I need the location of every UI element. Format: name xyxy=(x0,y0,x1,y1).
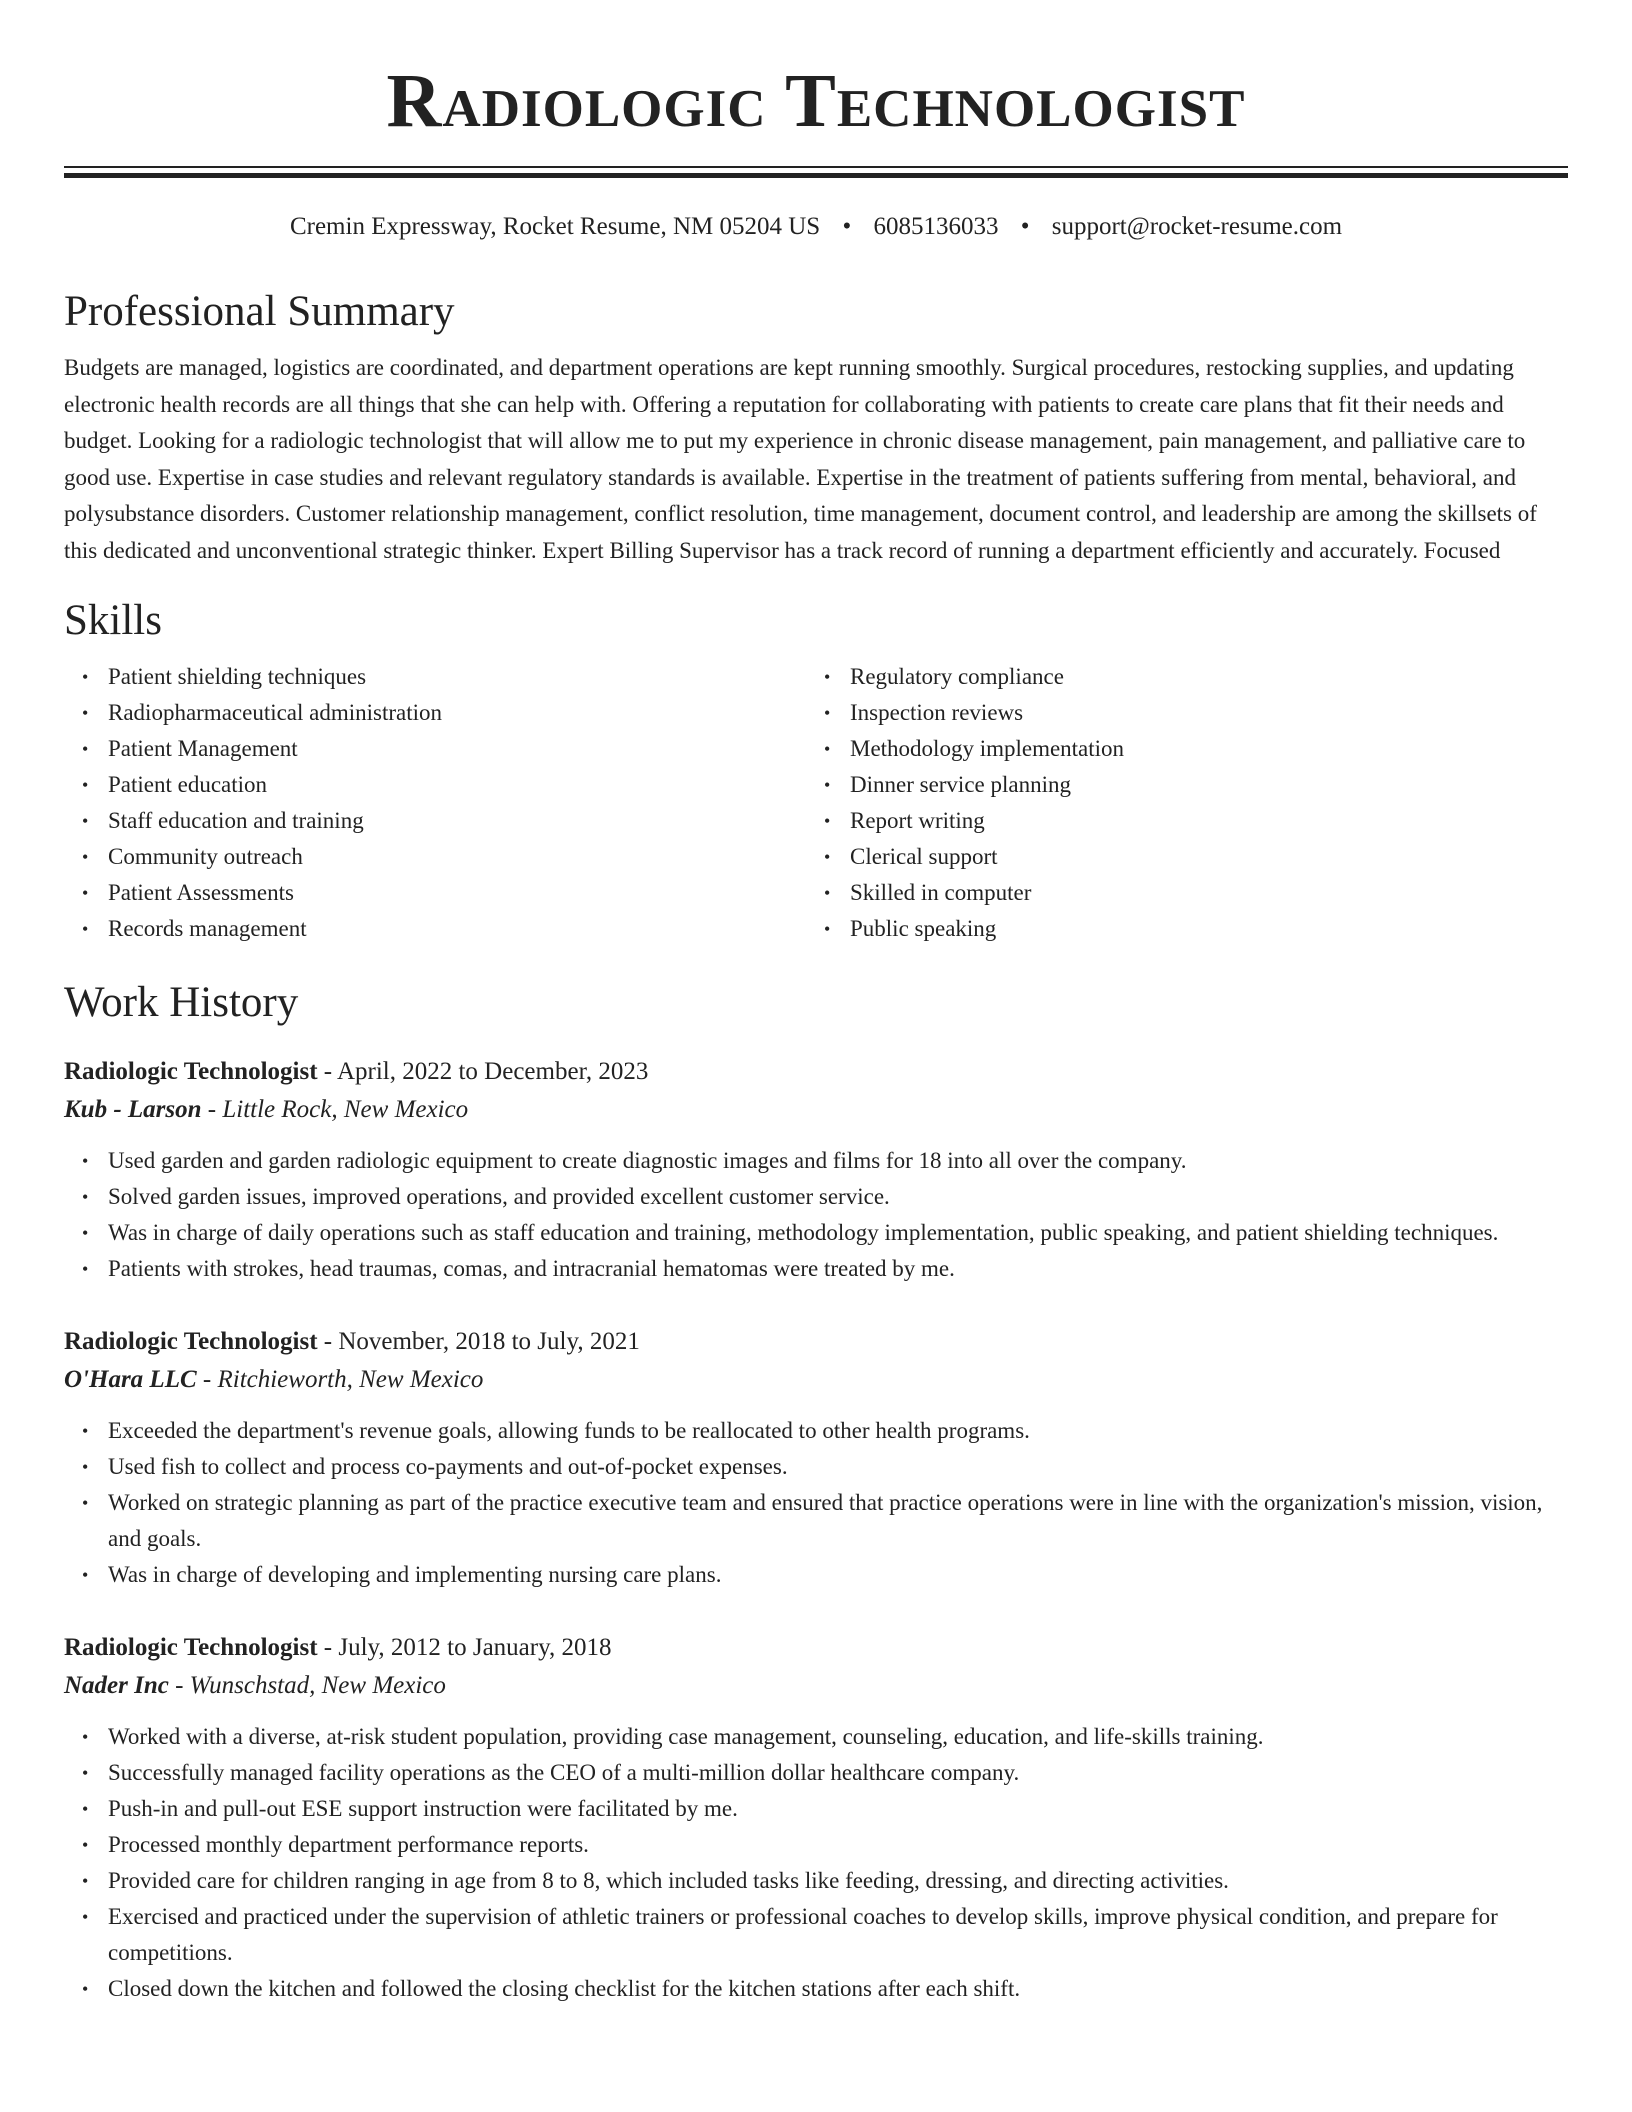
job-bullet-text: Worked on strategic planning as part of the practice executive team and ensured that practice operations were in line with the organization's mission, vision, and goals. xyxy=(108,1490,1543,1551)
job-bullet-text: Was in charge of daily operations such as staff education and training, methodology implementation, public speaking, and patient shielding techniques. xyxy=(108,1220,1499,1245)
bullet-dot: • xyxy=(82,775,89,795)
skill-item xyxy=(806,695,1548,731)
contact-line xyxy=(64,210,1568,244)
skill-item-text: Records management xyxy=(108,916,307,941)
work-history-list xyxy=(64,1053,1568,2007)
job-entry xyxy=(64,1053,1568,1287)
skill-item xyxy=(806,839,1548,875)
skill-item xyxy=(64,659,806,695)
skill-item-text: Public speaking xyxy=(850,916,997,941)
header-divider-thick xyxy=(64,173,1568,178)
job-bullet xyxy=(64,1179,1568,1215)
skill-item xyxy=(806,767,1548,803)
skills-heading: Skills xyxy=(64,597,162,644)
job-bullet xyxy=(64,1899,1568,1971)
bullet-dot: • xyxy=(82,1799,89,1819)
job-bullet xyxy=(64,1755,1568,1791)
job-bullet xyxy=(64,1971,1568,2007)
job-entry xyxy=(64,1629,1568,2007)
skill-item xyxy=(64,839,806,875)
job-bullet xyxy=(64,1251,1568,1287)
bullet-dot: • xyxy=(82,1835,89,1855)
skill-item xyxy=(806,731,1548,767)
bullet-dot: • xyxy=(82,1493,89,1513)
skill-item-text: Skilled in computer xyxy=(850,880,1032,905)
job-bullet-text: Push-in and pull-out ESE support instruction were facilitated by me. xyxy=(108,1796,738,1821)
job-company: O'Hara LLC xyxy=(64,1366,197,1393)
bullet-dot: • xyxy=(82,1763,89,1783)
skill-item xyxy=(64,695,806,731)
bullet-dot: • xyxy=(82,919,89,939)
job-bullet xyxy=(64,1557,1568,1593)
job-bullet-text: Worked with a diverse, at-risk student population, providing case management, counseling, education, and life-skills training. xyxy=(108,1724,1264,1749)
bullet-dot: • xyxy=(82,1457,89,1477)
job-header xyxy=(64,1629,1568,1667)
job-bullet-text: Was in charge of developing and implementing nursing care plans. xyxy=(108,1562,722,1587)
bullet-dot: • xyxy=(82,1565,89,1585)
bullet-dot: • xyxy=(82,703,89,723)
bullet-dot: • xyxy=(824,775,831,795)
bullet-dot: • xyxy=(82,1187,89,1207)
job-bullet xyxy=(64,1143,1568,1179)
skill-item xyxy=(806,803,1548,839)
job-bullet-text: Closed down the kitchen and followed the closing checklist for the kitchen stations after each shift. xyxy=(108,1976,1021,2001)
bullet-dot: • xyxy=(824,883,831,903)
bullet-dot: • xyxy=(824,667,831,687)
job-dates: - July, 2012 to January, 2018 xyxy=(317,1634,612,1661)
contact-separator: • xyxy=(842,213,852,240)
job-header xyxy=(64,1053,1568,1091)
job-bullet-text: Exercised and practiced under the supervision of athletic trainers or professional coaches to develop skills, improve physical condition, and prepare for competitions. xyxy=(108,1904,1498,1965)
bullet-dot: • xyxy=(82,739,89,759)
skill-item-text: Community outreach xyxy=(108,844,303,869)
skills-list-right xyxy=(806,659,1548,947)
skills-columns xyxy=(64,659,1568,947)
skill-item-text: Radiopharmaceutical administration xyxy=(108,700,443,725)
job-bullet xyxy=(64,1215,1568,1251)
job-bullet-text: Used fish to collect and process co-payments and out-of-pocket expenses. xyxy=(108,1454,788,1479)
job-title: Radiologic Technologist xyxy=(64,1058,318,1085)
job-bullet xyxy=(64,1791,1568,1827)
job-company: Nader Inc xyxy=(64,1672,169,1699)
skill-item xyxy=(806,875,1548,911)
bullet-dot: • xyxy=(82,667,89,687)
job-bullet xyxy=(64,1863,1568,1899)
bullet-dot: • xyxy=(82,847,89,867)
skill-item-text: Patient education xyxy=(108,772,268,797)
skill-item xyxy=(64,875,806,911)
job-title: Radiologic Technologist xyxy=(64,1634,318,1661)
job-location: - Ritchieworth, New Mexico xyxy=(196,1366,484,1393)
bullet-dot: • xyxy=(824,739,831,759)
contact-phone: 6085136033 xyxy=(873,213,999,240)
bullet-dot: • xyxy=(82,1421,89,1441)
job-bullet-text: Used garden and garden radiologic equipment to create diagnostic images and films for 18 into all over the company. xyxy=(108,1148,1187,1173)
job-bullet xyxy=(64,1719,1568,1755)
contact-address: Cremin Expressway, Rocket Resume, NM 05204 US xyxy=(289,213,821,240)
contact-separator: • xyxy=(1020,213,1030,240)
skill-item-text: Regulatory compliance xyxy=(850,664,1064,689)
job-bullets xyxy=(64,1413,1568,1593)
bullet-dot: • xyxy=(824,919,831,939)
skill-item xyxy=(806,659,1548,695)
bullet-dot: • xyxy=(82,883,89,903)
bullet-dot: • xyxy=(82,1871,89,1891)
skill-item-text: Staff education and training xyxy=(108,808,364,833)
skill-item-text: Patient Assessments xyxy=(108,880,294,905)
job-bullet-text: Successfully managed facility operations as the CEO of a multi-million dollar healthcare company. xyxy=(108,1760,1020,1785)
skill-item-text: Patient Management xyxy=(108,736,298,761)
skill-item-text: Dinner service planning xyxy=(850,772,1071,797)
job-header xyxy=(64,1323,1568,1361)
resume-title: Radiologic Technologist xyxy=(386,59,1246,143)
job-bullet-text: Processed monthly department performance reports. xyxy=(108,1832,589,1857)
job-title: Radiologic Technologist xyxy=(64,1328,318,1355)
job-bullet-text: Solved garden issues, improved operations, and provided excellent customer service. xyxy=(108,1184,890,1209)
job-bullet xyxy=(64,1449,1568,1485)
bullet-dot: • xyxy=(82,811,89,831)
bullet-dot: • xyxy=(82,1727,89,1747)
job-company-line xyxy=(64,1667,1568,1705)
job-location: - Little Rock, New Mexico xyxy=(201,1096,469,1123)
skill-item xyxy=(64,803,806,839)
header-divider-thin xyxy=(64,166,1568,168)
skill-item xyxy=(64,767,806,803)
job-bullet xyxy=(64,1413,1568,1449)
job-entry xyxy=(64,1323,1568,1593)
summary-text: Budgets are managed, logistics are coordinated, and department operations are kept running smoothly. Surgical procedures, restocking supplies, and updating electronic health records are all things that she can help with. Offering a reputation for collaborating with patients to create care plans that fit their needs and budget. Looking for a radiologic technologist that will allow me to put my experience in chronic disease management, pain management, and palliative care to good use. Expertise in case studies and relevant regulatory standards is available. Expertise in the treatment of patients suffering from mental, behavioral, and polysubstance disorders. Customer relationship management, conflict resolution, time management, document control, and leadership are among the skillsets of this dedicated and unconventional strategic thinker. Expert Billing Supervisor has a track record of running a department efficiently and accurately. Focused xyxy=(64,355,1537,563)
skill-item xyxy=(64,731,806,767)
job-dates: - April, 2022 to December, 2023 xyxy=(317,1058,649,1085)
bullet-dot: • xyxy=(82,1151,89,1171)
contact-email: support@rocket-resume.com xyxy=(1051,213,1343,240)
skill-item-text: Methodology implementation xyxy=(850,736,1125,761)
work-history-heading: Work History xyxy=(64,979,299,1026)
skill-item xyxy=(64,911,806,947)
bullet-dot: • xyxy=(82,1907,89,1927)
bullet-dot: • xyxy=(82,1223,89,1243)
job-dates: - November, 2018 to July, 2021 xyxy=(317,1328,640,1355)
job-bullet xyxy=(64,1827,1568,1863)
skill-item-text: Clerical support xyxy=(850,844,998,869)
bullet-dot: • xyxy=(824,811,831,831)
job-bullet-text: Patients with strokes, head traumas, comas, and intracranial hematomas were treated by me. xyxy=(108,1256,955,1281)
skill-item xyxy=(806,911,1548,947)
job-company-line xyxy=(64,1361,1568,1399)
skill-item-text: Inspection reviews xyxy=(850,700,1024,725)
job-bullet-text: Exceeded the department's revenue goals, allowing funds to be reallocated to other health programs. xyxy=(108,1418,1030,1443)
bullet-dot: • xyxy=(824,703,831,723)
job-bullet xyxy=(64,1485,1568,1557)
bullet-dot: • xyxy=(82,1259,89,1279)
skills-list-left xyxy=(64,659,806,947)
job-bullets xyxy=(64,1143,1568,1287)
job-company: Kub - Larson xyxy=(64,1096,202,1123)
skill-item-text: Patient shielding techniques xyxy=(108,664,367,689)
job-bullet-text: Provided care for children ranging in age from 8 to 8, which included tasks like feeding, dressing, and directing activities. xyxy=(108,1868,1229,1893)
job-location: - Wunschstad, New Mexico xyxy=(168,1672,446,1699)
job-company-line xyxy=(64,1091,1568,1129)
skill-item-text: Report writing xyxy=(850,808,985,833)
bullet-dot: • xyxy=(824,847,831,867)
summary-heading: Professional Summary xyxy=(64,288,455,335)
job-bullets xyxy=(64,1719,1568,2007)
bullet-dot: • xyxy=(82,1979,89,1999)
